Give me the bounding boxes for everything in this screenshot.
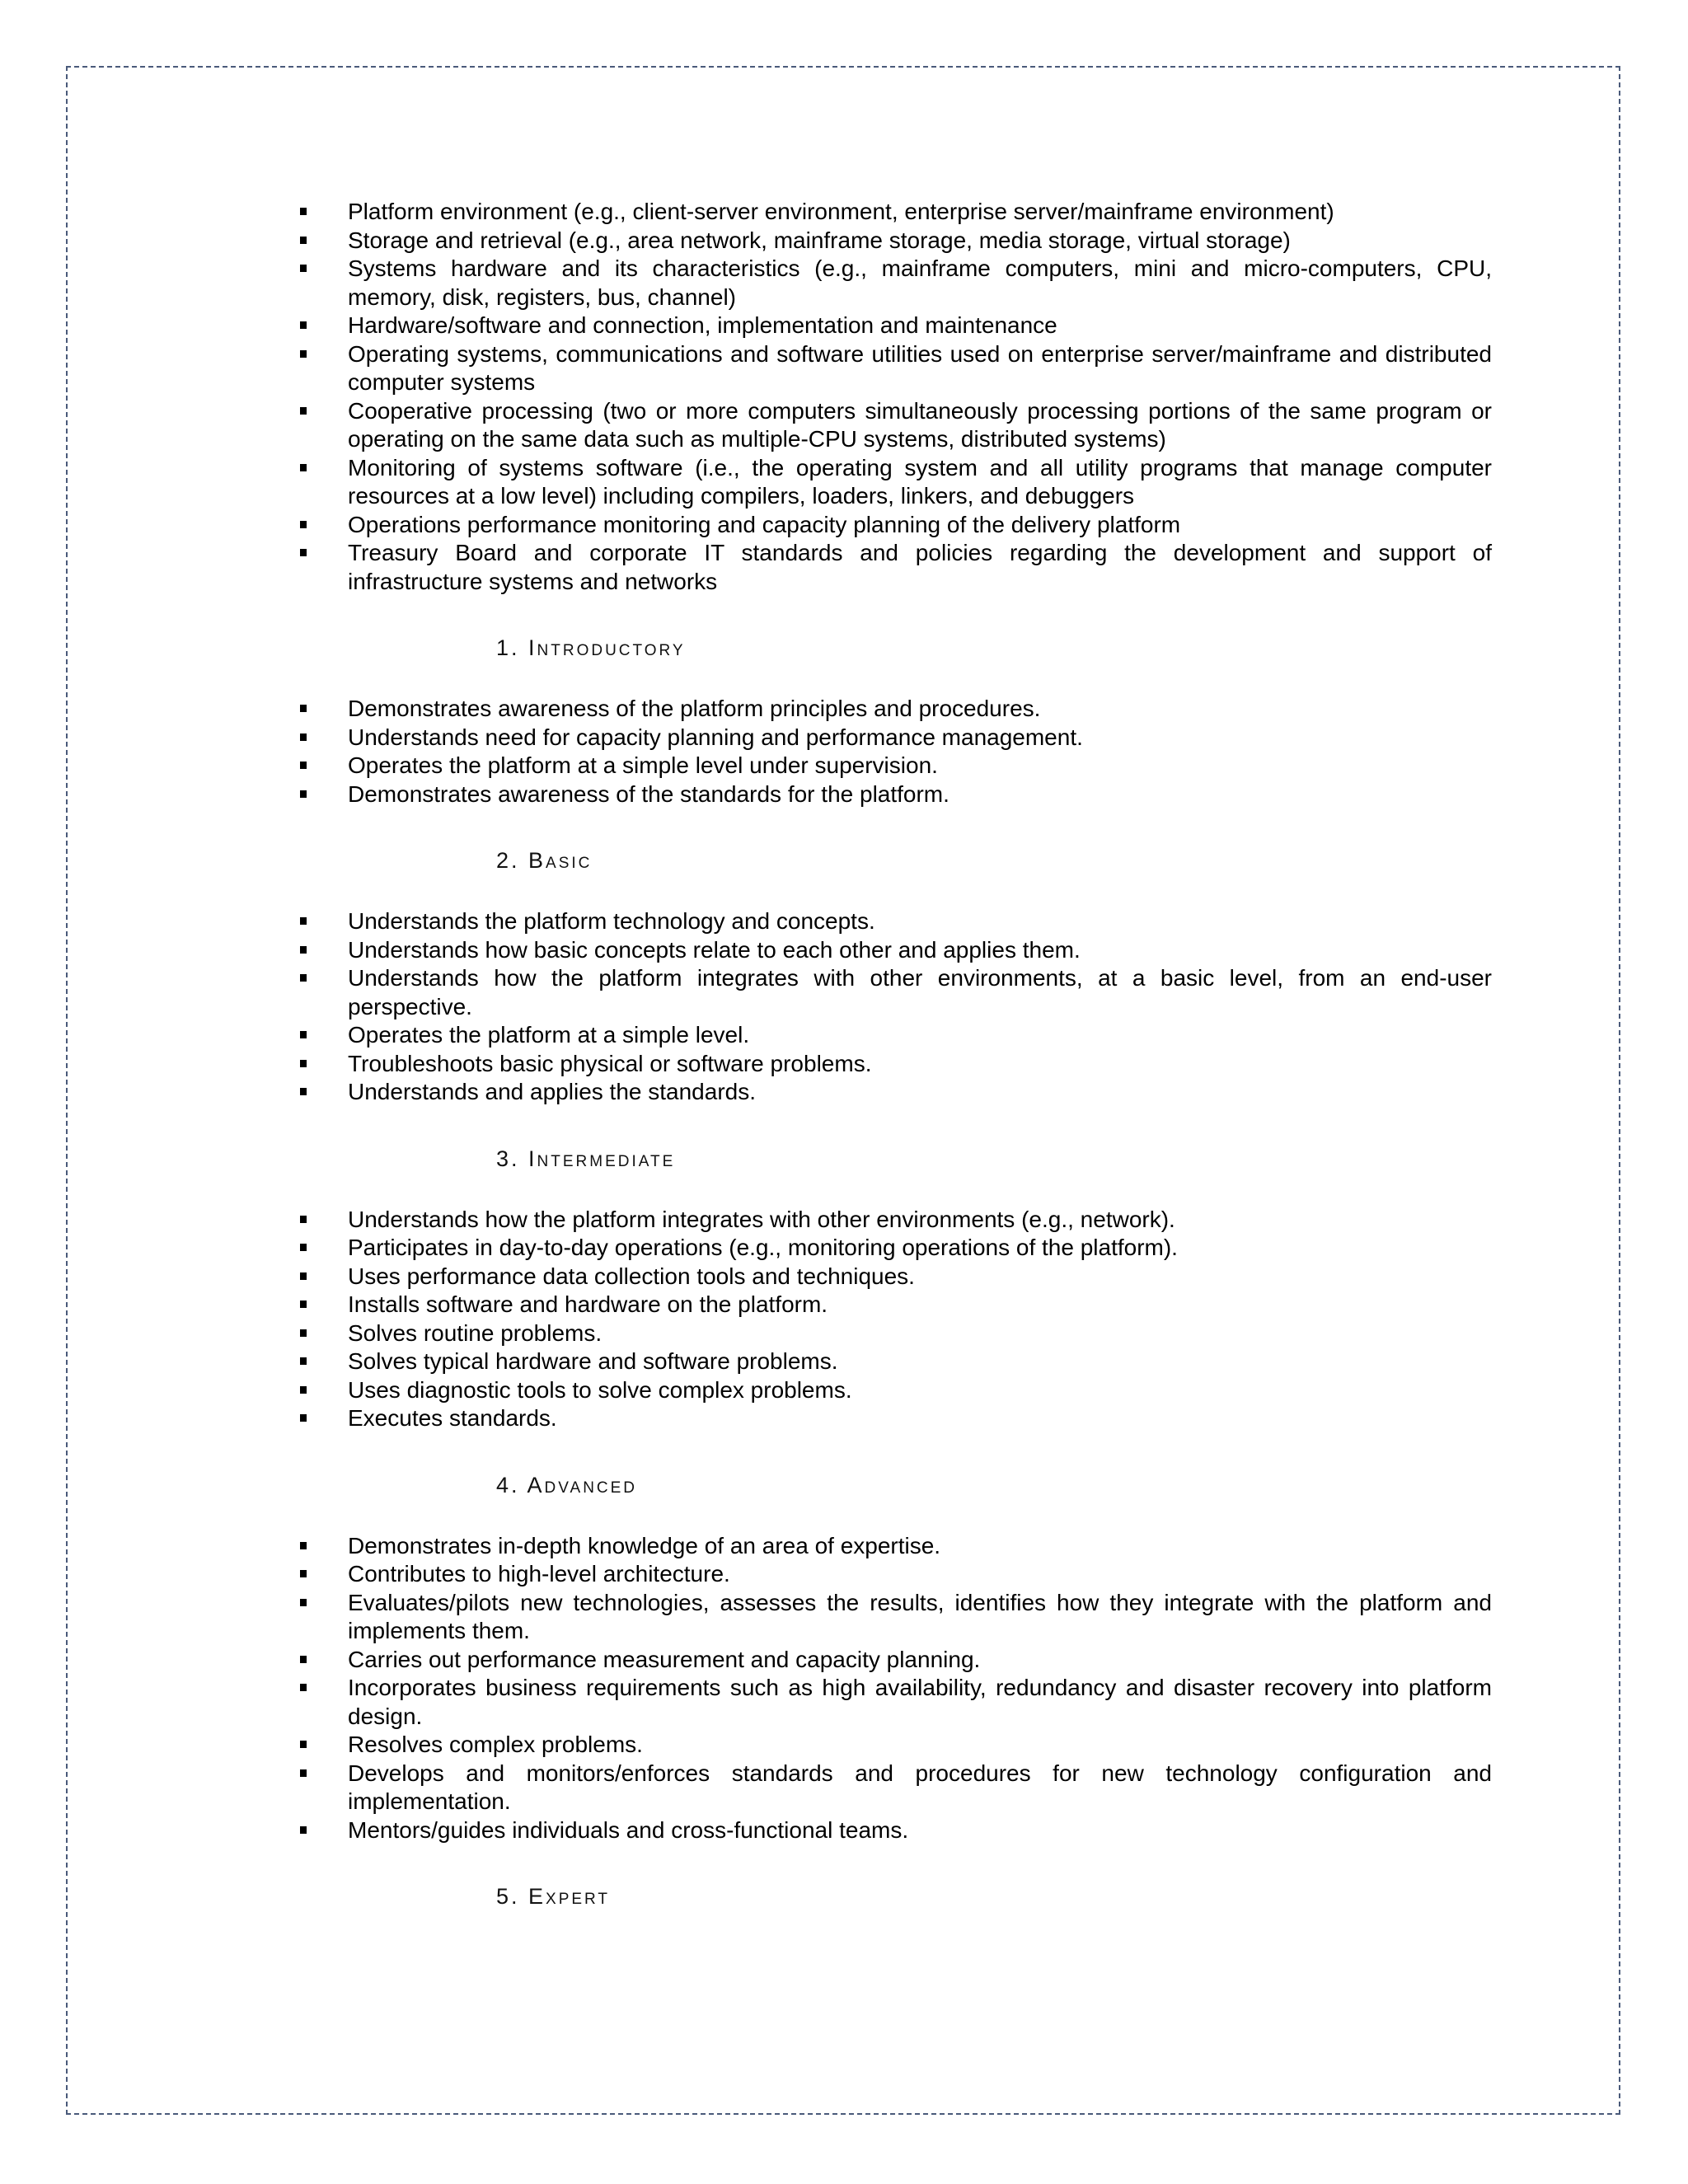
list-item: Cooperative processing (two or more computers simultaneously processing portions of the same program or operating on the same data such as multiple-CPU systems, distributed systems) (297, 397, 1492, 454)
list-item: Evaluates/pilots new technologies, assesses the results, identifies how they integrate with the platform and implements them. (297, 1589, 1492, 1646)
list-item: Understands need for capacity planning and performance management. (297, 724, 1492, 752)
list-item: Participates in day-to-day operations (e.g., monitoring operations of the platform). (297, 1234, 1492, 1263)
basic-list (297, 907, 1492, 1107)
list-item: Systems hardware and its characteristics (e.g., mainframe computers, mini and micro-computers, CPU, memory, disk, registers, bus, channel) (297, 255, 1492, 312)
list-item: Treasury Board and corporate IT standards and policies regarding the development and support of infrastructure systems and networks (297, 539, 1492, 596)
list-item: Installs software and hardware on the platform. (297, 1291, 1492, 1319)
list-item: Solves routine problems. (297, 1319, 1492, 1348)
list-item: Incorporates business requirements such as high availability, redundancy and disaster recovery into platform design. (297, 1674, 1492, 1731)
level-heading-expert: 5. Expert (496, 1884, 611, 1909)
list-item: Demonstrates awareness of the platform principles and procedures. (297, 695, 1492, 724)
list-item: Demonstrates awareness of the standards for the platform. (297, 780, 1492, 809)
list-item: Contributes to high-level architecture. (297, 1560, 1492, 1589)
list-item: Troubleshoots basic physical or software problems. (297, 1050, 1492, 1079)
advanced-list (297, 1532, 1492, 1845)
document-body (297, 198, 1492, 1943)
intermediate-list (297, 1206, 1492, 1433)
list-item: Operating systems, communications and software utilities used on enterprise server/mainframe and distributed computer systems (297, 340, 1492, 397)
list-item: Understands how the platform integrates with other environments, at a basic level, from an end-user perspective. (297, 964, 1492, 1021)
list-item: Operates the platform at a simple level under supervision. (297, 752, 1492, 780)
level-heading-introductory: 1. Introductory (496, 635, 686, 660)
list-item: Uses performance data collection tools and techniques. (297, 1263, 1492, 1291)
introductory-list (297, 695, 1492, 808)
list-item: Understands how the platform integrates with other environments (e.g., network). (297, 1206, 1492, 1235)
list-item: Platform environment (e.g., client-server environment, enterprise server/mainframe environment) (297, 198, 1492, 227)
list-item: Executes standards. (297, 1404, 1492, 1433)
list-item: Storage and retrieval (e.g., area network, mainframe storage, media storage, virtual storage) (297, 227, 1492, 255)
list-item: Resolves complex problems. (297, 1731, 1492, 1760)
knowledge-areas-list (297, 198, 1492, 596)
list-item: Operations performance monitoring and capacity planning of the delivery platform (297, 511, 1492, 540)
list-item: Carries out performance measurement and capacity planning. (297, 1646, 1492, 1675)
level-heading-advanced: 4. Advanced (496, 1472, 638, 1497)
list-item: Understands and applies the standards. (297, 1078, 1492, 1107)
list-item: Mentors/guides individuals and cross-functional teams. (297, 1816, 1492, 1845)
list-item: Solves typical hardware and software problems. (297, 1347, 1492, 1376)
list-item: Develops and monitors/enforces standards and procedures for new technology configuration and implementation. (297, 1760, 1492, 1816)
list-item: Operates the platform at a simple level. (297, 1021, 1492, 1050)
list-item: Understands how basic concepts relate to each other and applies them. (297, 936, 1492, 965)
level-heading-basic: 2. Basic (496, 848, 593, 873)
list-item: Understands the platform technology and concepts. (297, 907, 1492, 936)
level-heading-intermediate: 3. Intermediate (496, 1146, 676, 1171)
list-item: Uses diagnostic tools to solve complex problems. (297, 1376, 1492, 1405)
list-item: Hardware/software and connection, implementation and maintenance (297, 312, 1492, 340)
list-item: Demonstrates in-depth knowledge of an area of expertise. (297, 1532, 1492, 1561)
list-item: Monitoring of systems software (i.e., the operating system and all utility programs that manage computer resources at a low level) including compilers, loaders, linkers, and debuggers (297, 454, 1492, 511)
